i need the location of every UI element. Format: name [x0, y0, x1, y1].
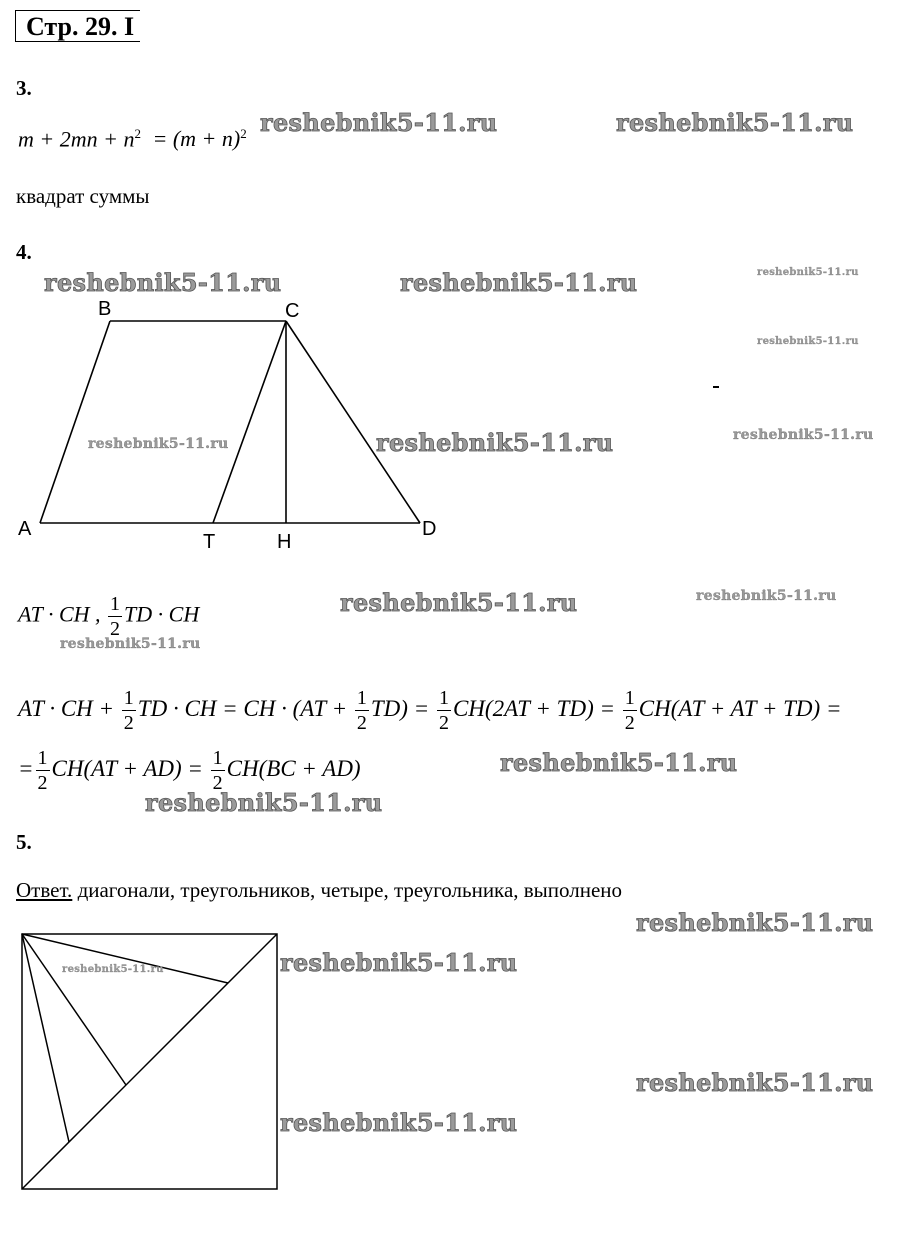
fraction-half: $\frac{1}{2}$: [624, 687, 635, 734]
watermark: reshebnik5-11.ru: [280, 1108, 518, 1137]
label-c: C: [285, 300, 300, 322]
watermark: reshebnik5-11.ru: [62, 964, 164, 975]
watermark: reshebnik5-11.ru: [696, 588, 837, 604]
trapezoid-diagram: [0, 290, 470, 560]
watermark: reshebnik5-11.ru: [280, 948, 518, 977]
watermark: reshebnik5-11.ru: [145, 788, 383, 817]
watermark: reshebnik5-11.ru: [733, 427, 874, 443]
expr3-part-b: CH(AT + AD) =: [51, 755, 203, 781]
watermark: reshebnik5-11.ru: [636, 908, 874, 937]
fraction-half: $\frac{1}{2}$: [37, 747, 48, 794]
expr1-part-b: TD · CH: [124, 601, 200, 627]
watermark: reshebnik5-11.ru: [260, 108, 498, 137]
watermark: reshebnik5-11.ru: [60, 636, 201, 652]
formula-square: 2: [134, 126, 141, 141]
watermark: reshebnik5-11.ru: [757, 267, 859, 278]
watermark: reshebnik5-11.ru: [44, 268, 282, 297]
answer-label: Ответ.: [16, 878, 73, 902]
expr2-part-a: AT · CH +: [18, 695, 115, 721]
segment-ct: [213, 321, 286, 523]
watermark: reshebnik5-11.ru: [636, 1068, 874, 1097]
expr2-part-e: CH(AT + AT + TD) =: [638, 695, 842, 721]
page-title: Стр. 29. I: [15, 10, 140, 42]
label-a: A: [18, 518, 32, 540]
watermark: reshebnik5-11.ru: [757, 336, 859, 347]
task-5-number: 5.: [16, 830, 32, 854]
fraction-half: $\frac{1}{2}$: [110, 593, 121, 640]
fraction-half: $\frac{1}{2}$: [356, 687, 367, 734]
formula-right-square: 2: [240, 126, 247, 141]
expr2-part-d: CH(2AT + TD) =: [452, 695, 616, 721]
watermark: reshebnik5-11.ru: [400, 268, 638, 297]
formula-left: m + 2mn + n: [18, 126, 135, 152]
task-4-number: 4.: [16, 240, 32, 264]
watermark: reshebnik5-11.ru: [500, 748, 738, 777]
fraction-half: $\frac{1}{2}$: [212, 747, 223, 794]
side-ab: [40, 321, 110, 523]
segment-2: [22, 934, 126, 1085]
label-d: D: [422, 518, 437, 540]
answer-text: диагонали, треугольников, четыре, треугольника, выполнено: [72, 878, 623, 902]
expr2-part-c: TD) =: [370, 695, 430, 721]
expr3-part-a: =: [18, 755, 34, 781]
task-3-number: 3.: [16, 76, 32, 100]
stray-dash: [713, 386, 719, 388]
watermark: reshebnik5-11.ru: [376, 428, 614, 457]
fraction-half: $\frac{1}{2}$: [438, 687, 449, 734]
watermark: reshebnik5-11.ru: [340, 588, 578, 617]
label-b: B: [98, 298, 112, 320]
task-3-answer: квадрат суммы: [16, 184, 150, 208]
watermark: reshebnik5-11.ru: [88, 436, 229, 452]
expression-1: [18, 594, 199, 639]
expr2-part-b: TD · CH = CH · (AT +: [137, 695, 348, 721]
label-t: T: [203, 531, 216, 553]
expr1-part-a: AT · CH ,: [18, 601, 101, 627]
watermark: reshebnik5-11.ru: [616, 108, 854, 137]
expression-2: [18, 688, 841, 733]
segment-1: [22, 934, 228, 983]
expr3-part-c: CH(BC + AD): [226, 755, 361, 781]
formula-right: = (m + n): [152, 126, 241, 152]
task-5-answer: [16, 878, 622, 903]
side-cd: [286, 321, 420, 523]
task-3-formula: [18, 126, 247, 152]
fraction-half: $\frac{1}{2}$: [123, 687, 134, 734]
expression-3: [18, 748, 361, 793]
label-h: H: [277, 531, 292, 553]
